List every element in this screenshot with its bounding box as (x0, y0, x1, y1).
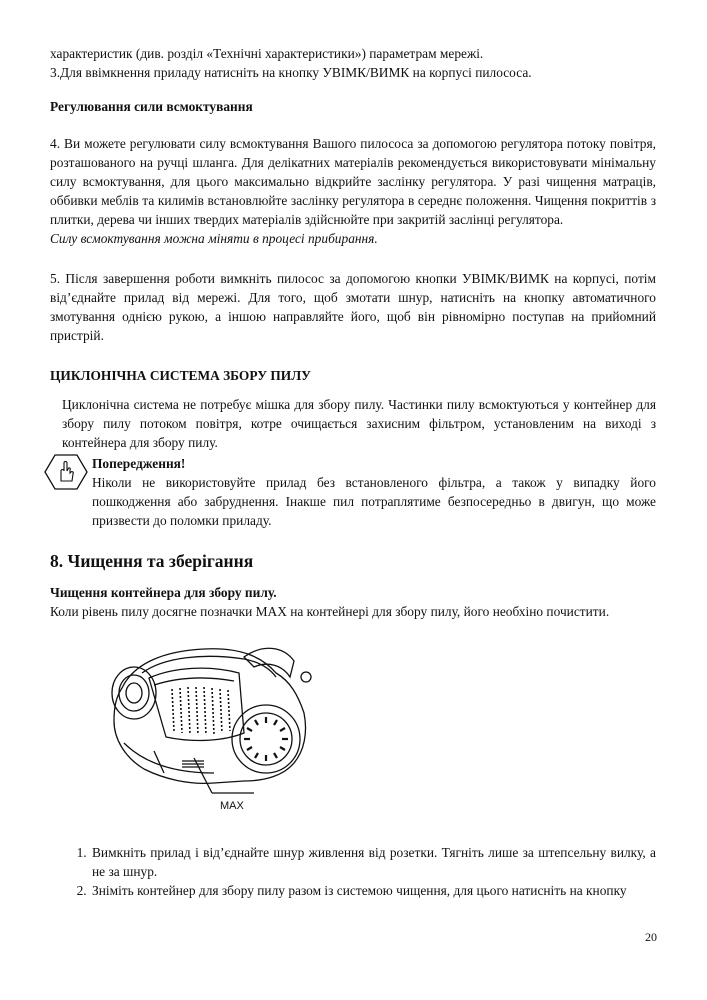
chapter-8-text: Коли рівень пилу досягне позначки MAX на контейнері для збору пилу, його необхіно почистити. (50, 604, 610, 619)
page-number: 20 (645, 930, 657, 944)
suction-heading: Регулювання сили всмоктування (50, 99, 253, 114)
warning-text: Ніколи не використовуйте прилад без встановленого фільтра, а також у випадку його пошкодження або забруднення. Інакше пил потраплятиме безпосередньо в двигун, що може призвести до поломки приладу. (92, 475, 656, 528)
hand-warning-icon (44, 454, 88, 490)
chapter-8-title: 8. Чищення та зберігання (50, 551, 254, 571)
cleaning-steps (50, 843, 656, 900)
vacuum-cleaner-drawing (94, 633, 334, 823)
warning-title: Попередження! (92, 456, 186, 471)
chapter-8-subtitle: Чищення контейнера для збору пилу. (50, 585, 277, 600)
max-label: MAX (220, 800, 244, 812)
intro-line-1: характеристик (див. розділ «Технічні характеристики») параметрам мережі. (50, 46, 484, 61)
suction-note: Силу всмоктування можна міняти в процесі прибирання. (50, 231, 378, 246)
suction-paragraph-4: 4. Ви можете регулювати силу всмоктування Вашого пилососа за допомогою регулятора потоку повітря, розташованого на ручці шланга. Для делікатних матеріалів рекомендується використовувати мінімальну силу всмоктування, для цього максимально відкрийте заслінку регулятора. У разі чищення матраців, оббивки меблів та килимів встановлюйте заслінку регулятора в середнє положення. Чищення покриттів з плитки, дерева чи інших твердих матеріалів здійснюйте при закритій заслінці регулятора. (50, 136, 656, 227)
vacuum-illustration (50, 633, 656, 823)
step-1: 1. Вимкніть прилад і від’єднайте шнур живлення від розетки. Тягніть лише за штепсельну вилку, а не за шнур. (90, 843, 656, 881)
page-content (50, 44, 656, 900)
warning-block (50, 454, 656, 530)
step-2: 2. Зніміть контейнер для збору пилу разом із системою чищення, для цього натисніть на кнопку (90, 881, 656, 900)
intro-line-2: 3.Для ввімкнення приладу натисніть на кнопку УВІМК/ВИМК на корпусі пилососа. (50, 65, 532, 80)
suction-paragraph-5: 5. Після завершення роботи вимкніть пилосос за допомогою кнопки УВІМК/ВИМК на корпусі, потім від’єднайте прилад від мережі. Для того, щоб змотати шнур, натисніть на кнопку автоматичного змотування однією рукою, а іншою направляйте його, щоб він рівномірно поступав на прийомний пристрій. (50, 271, 656, 343)
cyclone-heading: ЦИКЛОНІЧНА СИСТЕМА ЗБОРУ ПИЛУ (50, 368, 311, 383)
cyclone-text: Циклонічна система не потребує мішка для збору пилу. Частинки пилу всмоктуються у контейнер для збору пилу потоком повітря, котре очищається захисним фільтром, установленим на виході з контейнера для збору пилу. (62, 397, 656, 450)
